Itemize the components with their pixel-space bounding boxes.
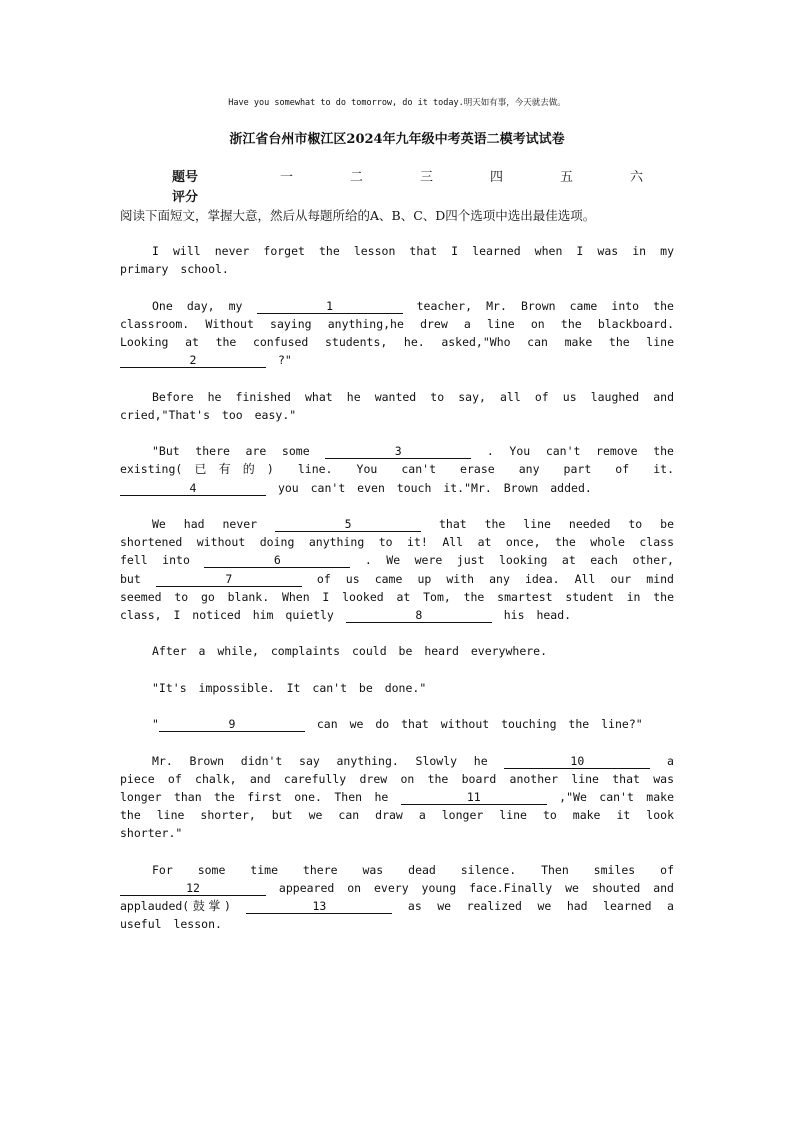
blank-13[interactable]: 13 bbox=[246, 899, 392, 914]
paragraph-text: . We were just looking at each other, but bbox=[120, 553, 674, 586]
blank-9[interactable]: 9 bbox=[159, 717, 305, 732]
header-motto: Have you somewhat to do tomorrow, do it today.明天如有事，今天就去做。 bbox=[228, 98, 566, 108]
blank-12[interactable]: 12 bbox=[120, 881, 266, 896]
paragraph-4 bbox=[120, 442, 674, 497]
paragraph-text: "It's impossible. It can't be done." bbox=[152, 680, 427, 695]
paragraph-10 bbox=[120, 861, 674, 934]
reading-instructions: 阅读下面短文，掌握大意，然后从每题所给的A、B、C、D四个选项中选出最佳选项。 bbox=[120, 208, 596, 223]
score-label-score: 评分 bbox=[172, 190, 199, 205]
paragraph-7 bbox=[120, 679, 674, 697]
paragraph-text: One day, my bbox=[152, 298, 243, 313]
paragraph-text: ) line. You can't erase any part of it. bbox=[266, 462, 674, 477]
paragraph-6 bbox=[120, 642, 674, 660]
score-col-4: 四 bbox=[490, 170, 504, 185]
score-row-score bbox=[172, 186, 652, 206]
score-label-number: 题号 bbox=[172, 170, 199, 185]
paragraph-text: as we realized we had learned a useful lesson. bbox=[120, 899, 674, 932]
paragraph-text: After a while, complaints could be heard everywhere. bbox=[152, 644, 548, 659]
paragraph-9 bbox=[120, 752, 674, 843]
blank-7[interactable]: 7 bbox=[156, 572, 302, 587]
paragraph-text: ) bbox=[223, 899, 231, 914]
paragraph-text: teacher, Mr. Brown came into the classroom. Without saying anything,he drew a line on the blackboard. Looking at the confused students, he. asked,"Who can make the line bbox=[120, 298, 674, 349]
paragraph-text: For some time there was dead silence. Then smiles of bbox=[152, 862, 674, 877]
paragraph-text: Before he finished what he wanted to say, all of us laughed and cried,"That's too easy." bbox=[120, 389, 674, 422]
blank-4[interactable]: 4 bbox=[120, 481, 266, 496]
paragraph-text: you can't even touch it."Mr. Brown added. bbox=[277, 480, 592, 495]
blank-2[interactable]: 2 bbox=[120, 353, 266, 368]
paragraph-text: . You can't remove the existing( bbox=[120, 444, 674, 477]
paragraph-text: appeared on every young face.Finally we shouted and applauded( bbox=[120, 880, 674, 914]
chinese-gloss: 已有的 bbox=[182, 462, 267, 477]
paragraph-2 bbox=[120, 297, 674, 370]
paragraph-text: " bbox=[152, 717, 159, 732]
score-col-3: 三 bbox=[420, 170, 434, 185]
paragraph-5 bbox=[120, 515, 674, 624]
exam-title: 浙江省台州市椒江区2024年九年级中考英语二模考试试卷 bbox=[229, 132, 565, 147]
paragraph-text: We had never bbox=[152, 516, 258, 531]
score-col-6: 六 bbox=[630, 170, 644, 185]
paragraph-text: ?" bbox=[277, 353, 292, 368]
paragraph-text: can we do that without touching the line?" bbox=[316, 717, 643, 732]
blank-5[interactable]: 5 bbox=[275, 517, 421, 532]
paragraph-1 bbox=[120, 242, 674, 278]
blank-11[interactable]: 11 bbox=[401, 790, 547, 805]
blank-10[interactable]: 10 bbox=[504, 754, 650, 769]
paragraph-text: that the line needed to be shortened without doing anything to it! All at once, the whole class fell into bbox=[120, 516, 674, 568]
paragraph-text: of us came up with any idea. All our mind seemed to go blank. When I looked at Tom, the smartest student in the class, I noticed him quietly bbox=[120, 571, 674, 622]
score-col-1: 一 bbox=[280, 170, 294, 185]
blank-1[interactable]: 1 bbox=[257, 299, 403, 314]
paragraph-text: a piece of chalk, and carefully drew on the board another line that was longer than the first one. Then he bbox=[120, 753, 674, 804]
paragraph-8 bbox=[120, 715, 674, 733]
score-table bbox=[172, 166, 652, 206]
score-col-5: 五 bbox=[560, 170, 574, 185]
paragraph-text: Mr. Brown didn't say anything. Slowly he bbox=[152, 753, 488, 768]
blank-3[interactable]: 3 bbox=[325, 444, 471, 459]
cloze-passage bbox=[120, 242, 674, 952]
paragraph-text: I will never forget the lesson that I learned when I was in my primary school. bbox=[120, 244, 674, 277]
paragraph-text: ,"We can't make the line shorter, but we can draw a longer line to make it look shorter." bbox=[120, 789, 674, 841]
score-row-number bbox=[172, 166, 652, 186]
chinese-gloss: 鼓掌 bbox=[189, 899, 224, 914]
blank-6[interactable]: 6 bbox=[204, 553, 350, 568]
paragraph-text: his head. bbox=[503, 608, 572, 622]
paragraph-3 bbox=[120, 388, 674, 424]
paragraph-text: "But there are some bbox=[152, 444, 310, 459]
blank-8[interactable]: 8 bbox=[346, 608, 492, 623]
score-col-2: 二 bbox=[350, 170, 364, 185]
